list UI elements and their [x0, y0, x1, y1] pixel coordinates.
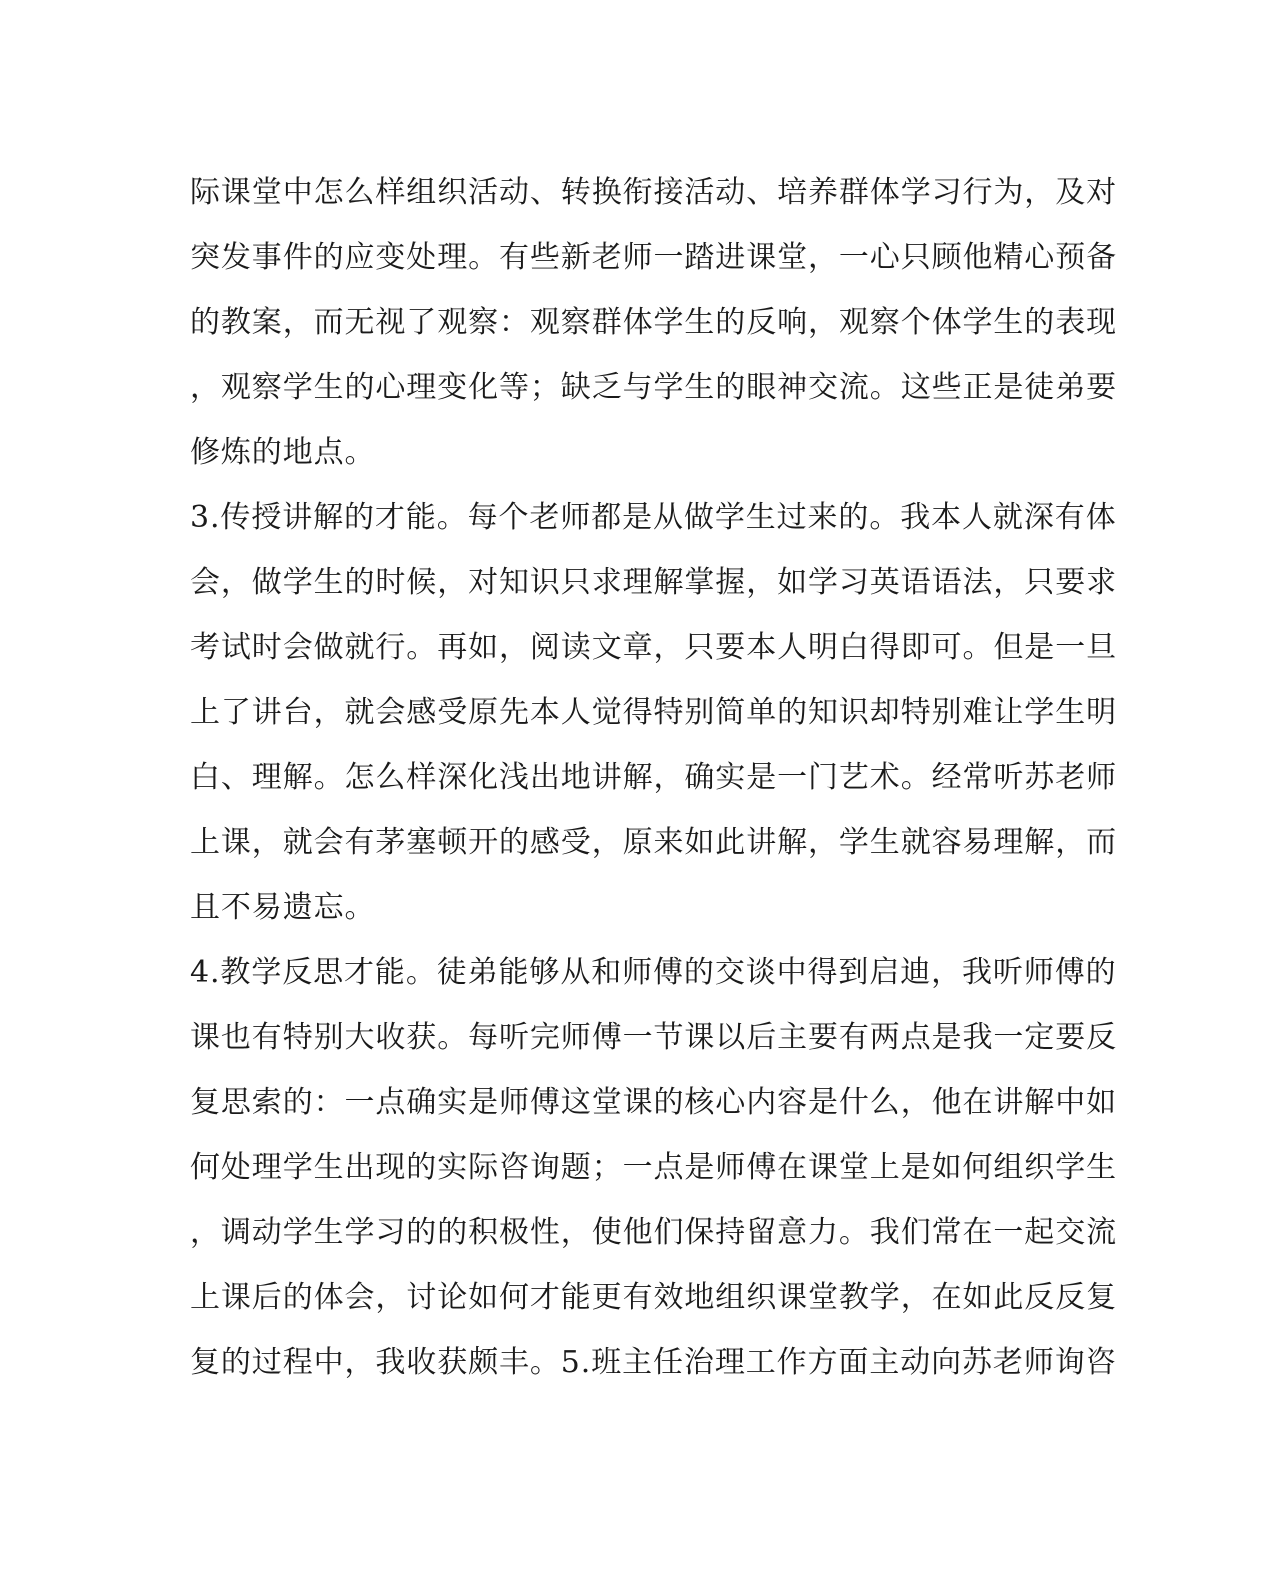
text-line: 考试时会做就行。再如，阅读文章，只要本人明白得即可。但是一旦 [190, 630, 1117, 665]
text-line: 3.传授讲解的才能。每个老师都是从做学生过来的。我本人就深有体 [190, 500, 1117, 535]
text-line: 复的过程中，我收获颇丰。5.班主任治理工作方面主动向苏老师询咨 [190, 1345, 1117, 1380]
text-line: 课也有特别大收获。每听完师傅一节课以后主要有两点是我一定要反 [190, 1020, 1117, 1055]
text-line: 上课后的体会，讨论如何才能更有效地组织课堂教学，在如此反反复 [190, 1280, 1117, 1315]
text-line: 何处理学生出现的实际咨询题；一点是师傅在课堂上是如何组织学生 [190, 1150, 1117, 1185]
body-text [190, 160, 1117, 1395]
text-line: 际课堂中怎么样组织活动、转换衔接活动、培养群体学习行为，及对 [190, 175, 1117, 210]
text-line: 会，做学生的时候，对知识只求理解掌握，如学习英语语法，只要求 [190, 565, 1117, 600]
text-line: 白、理解。怎么样深化浅出地讲解，确实是一门艺术。经常听苏老师 [190, 760, 1117, 795]
text-line: 4.教学反思才能。徒弟能够从和师傅的交谈中得到启迪，我听师傅的 [190, 955, 1117, 990]
text-line: 复思索的：一点确实是师傅这堂课的核心内容是什么，他在讲解中如 [190, 1085, 1117, 1120]
text-line: 上了讲台，就会感受原先本人觉得特别简单的知识却特别难让学生明 [190, 695, 1117, 730]
text-line: 上课，就会有茅塞顿开的感受，原来如此讲解，学生就容易理解，而 [190, 825, 1117, 860]
text-line: 的教案，而无视了观察：观察群体学生的反响，观察个体学生的表现 [190, 305, 1117, 340]
text-line: ，观察学生的心理变化等；缺乏与学生的眼神交流。这些正是徒弟要 [190, 370, 1117, 405]
text-line: 修炼的地点。 [190, 435, 376, 470]
text-line: ，调动学生学习的的积极性，使他们保持留意力。我们常在一起交流 [190, 1215, 1117, 1250]
text-line: 突发事件的应变处理。有些新老师一踏进课堂，一心只顾他精心预备 [190, 240, 1117, 275]
text-line: 且不易遗忘。 [190, 890, 376, 925]
